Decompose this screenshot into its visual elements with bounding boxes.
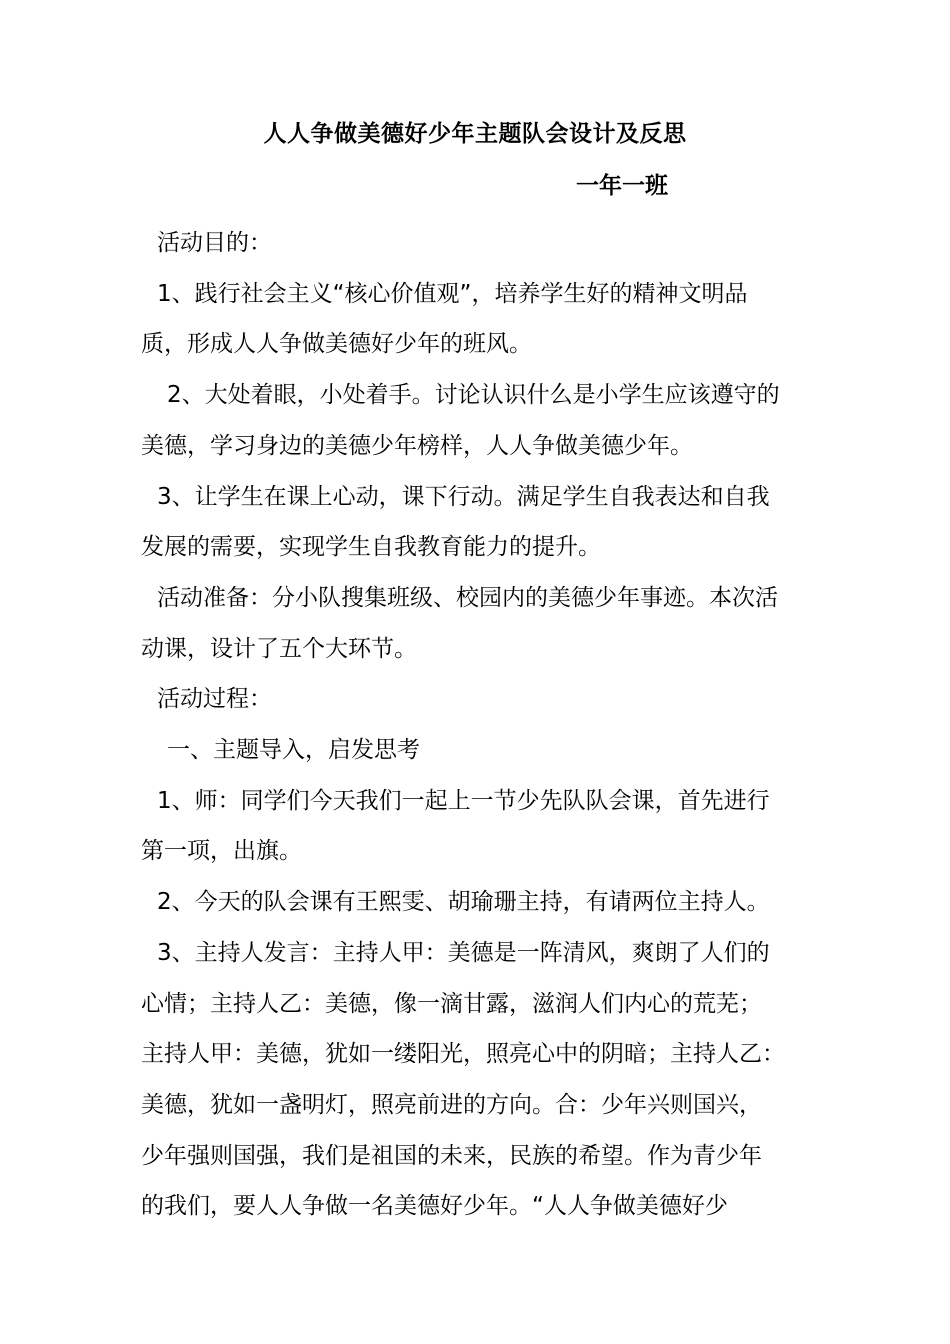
paragraph-line: 第一项，出旗。 xyxy=(141,838,302,865)
subsection-heading: 一、主题导入，启发思考 xyxy=(167,737,420,764)
paragraph-line: 质，形成人人争做美德好少年的班风。 xyxy=(141,331,532,358)
paragraph-line: 发展的需要，实现学生自我教育能力的提升。 xyxy=(141,534,601,561)
paragraph-line: 少年强则国强，我们是祖国的未来，民族的希望。作为青少年 xyxy=(141,1142,762,1169)
paragraph-line: 2、今天的队会课有王熙雯、胡瑜珊主持，有请两位主持人。 xyxy=(157,889,770,916)
class-name: 一年一班 xyxy=(576,173,668,199)
section-heading-process: 活动过程： xyxy=(157,686,272,713)
section-heading-preparation: 活动准备：分小队搜集班级、校园内的美德少年事迹。本次活 xyxy=(157,584,778,611)
paragraph-line: 动课，设计了五个大环节。 xyxy=(141,635,417,662)
paragraph-line: 心情；主持人乙：美德，像一滴甘露，滋润人们内心的荒芜； xyxy=(141,990,762,1017)
paragraph-line: 3、让学生在课上心动，课下行动。满足学生自我表达和自我 xyxy=(157,483,770,510)
section-heading-purpose: 活动目的： xyxy=(157,230,272,256)
paragraph-line: 1、践行社会主义“核心价值观”，培养学生好的精神文明品 xyxy=(157,280,748,307)
paragraph-line: 美德，学习身边的美德少年榜样，人人争做美德少年。 xyxy=(141,432,693,459)
paragraph-line: 主持人甲：美德，犹如一缕阳光，照亮心中的阴暗；主持人乙： xyxy=(141,1041,785,1068)
paragraph-line: 美德，犹如一盏明灯，照亮前进的方向。合：少年兴则国兴， xyxy=(141,1091,762,1118)
document-title: 人人争做美德好少年主题队会设计及反思 xyxy=(263,121,687,147)
paragraph-line: 的我们，要人人争做一名美德好少年。“人人争做美德好少 xyxy=(141,1193,728,1220)
paragraph-line: 1、师：同学们今天我们一起上一节少先队队会课，首先进行 xyxy=(157,787,770,814)
paragraph-line: 2、大处着眼，小处着手。讨论认识什么是小学生应该遵守的 xyxy=(167,382,780,409)
paragraph-line: 3、主持人发言：主持人甲：美德是一阵清风，爽朗了人们的 xyxy=(157,939,770,966)
document-body xyxy=(141,218,821,1232)
